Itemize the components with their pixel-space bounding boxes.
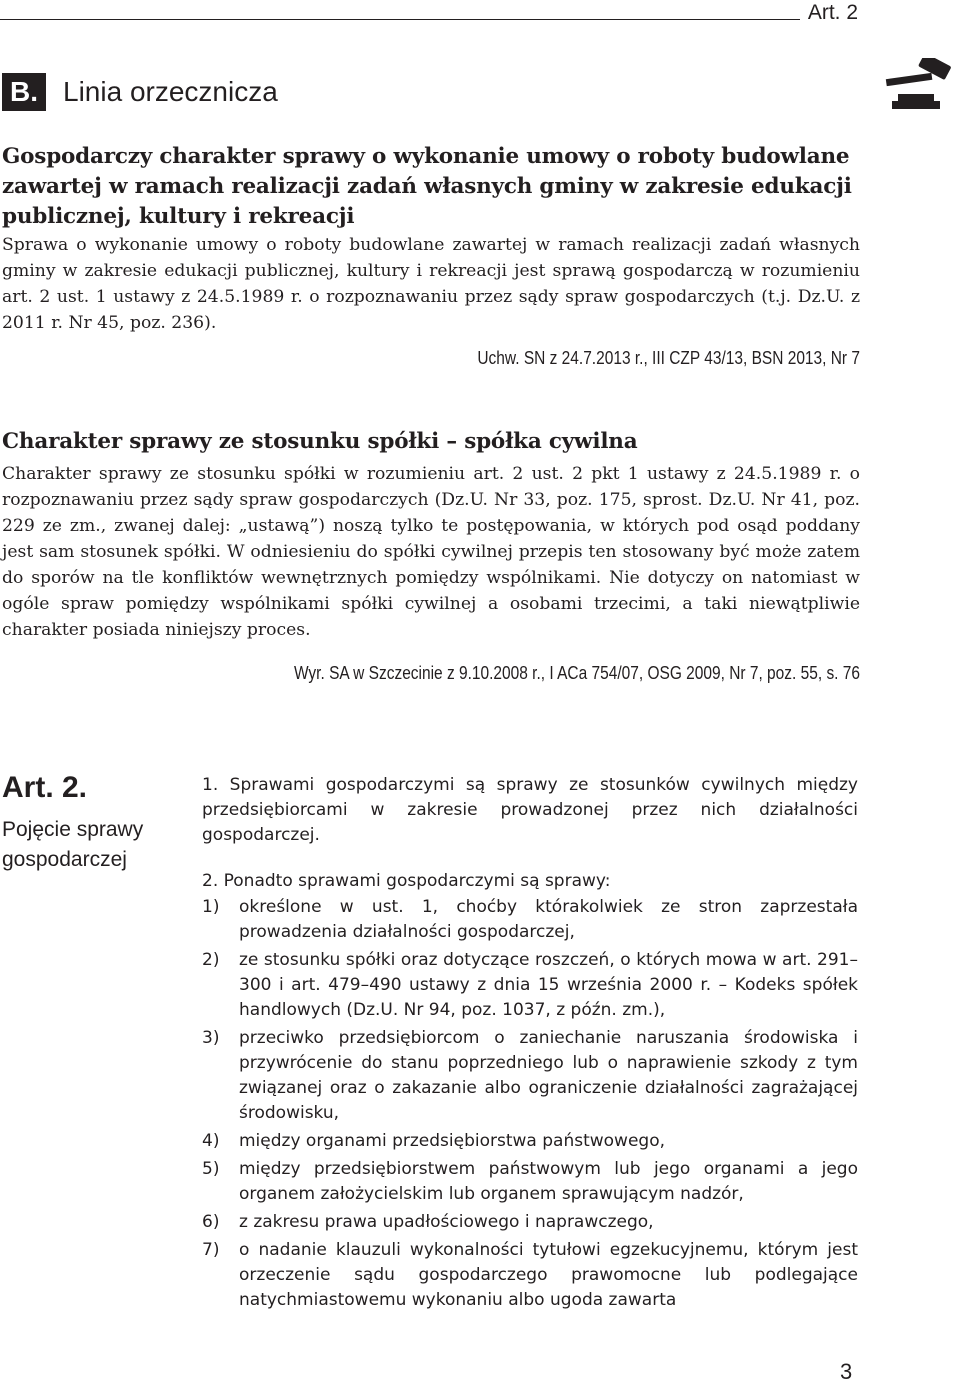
list-item: 6) z zakresu prawa upadłościowego i naprawczego,: [202, 1212, 654, 1232]
case-heading: Charakter sprawy ze stosunku spółki – spółka cywilna: [2, 429, 638, 454]
list-item: 5) między przedsiębiorstwem państwowym lub jego organami a jego organem założycielskim lub organem sprawującym nadzór,: [202, 1159, 858, 1204]
case-citation: Uchw. SN z 24.7.2013 r., III CZP 43/13, BSN 2013, Nr 7: [477, 348, 860, 368]
running-head: Art. 2: [807, 1, 858, 24]
list-item: 7) o nadanie klauzuli wykonalności tytułowi egzekucyjnemu, którym jest orzeczenie sądu gospodarczego prawomocne lub podlegające natychmiastowemu wykonaniu albo ugoda zawarta: [202, 1240, 858, 1310]
article-paragraph-1: 1. Sprawami gospodarczymi są sprawy ze stosunków cywilnych między przedsiębiorcami w zakresie prowadzonej przez nich działalności gospodarczej.: [202, 775, 858, 845]
case-citation: Wyr. SA w Szczecinie z 9.10.2008 r., I ACa 754/07, OSG 2009, Nr 7, poz. 55, s. 76: [293, 663, 860, 683]
list-item: 4) między organami przedsiębiorstwa państwowego,: [202, 1131, 666, 1151]
section-badge: B.: [2, 73, 46, 111]
page-number: 3: [840, 1359, 853, 1384]
article-paragraph-2: 2. Ponadto sprawami gospodarczymi są sprawy:: [202, 871, 611, 891]
list-item: 1) określone w ust. 1, choćby którakolwiek ze stron zaprzestała prowadzenia działalności gospodarczej,: [202, 897, 858, 942]
case-body: Sprawa o wykonanie umowy o roboty budowlane zawartej w ramach realizacji zadań własnych gminy w zakresie edukacji publicznej, kultury i rekreacji jest sprawą gospodarczą w rozumieniu art. 2 ust. 1 ustawy z 24.5.1989 r. o rozpoznawaniu przez sądy spraw gospodarczych (t.j. Dz.U. z 2011 r. Nr 45, poz. 236).: [2, 235, 860, 333]
article-title: Pojęcie sprawy gospodarczej: [2, 818, 144, 871]
list-item: 2) ze stosunku spółki oraz dotyczące roszczeń, o których mowa w art. 291–300 i art. 479–490 ustawy z dnia 15 września 2000 r. – Kodeks spółek handlowych (Dz.U. Nr 94, poz. 1037, z późn. zm.),: [202, 950, 858, 1020]
case-body: Charakter sprawy ze stosunku spółki w rozumieniu art. 2 ust. 2 pkt 1 ustawy z 24.5.1989 r. o rozpoznawaniu przez sądy spraw gospodarczych (Dz.U. Nr 33, poz. 175, sprost. Dz.U. Nr 41, poz. 229 ze zm., zwanej dalej: „ustawą”) noszą tylko te postępowania, w których pod osąd poddany jest sam stosunek spółki. W odniesieniu do spółki cywilnej przepis ten stosowany być może zatem do sporów na tle konfliktów wewnętrznych pomiędzy wspólnikami. Nie dotyczy on natomiast w ogóle spraw pomiędzy wspólnikami spółki cywilnej a osobami trzecimi, a taki niewątpliwie charakter posiada niniejszy proces.: [2, 464, 860, 640]
case-2: [2, 427, 860, 685]
gavel-icon: [876, 58, 960, 110]
section-title: Linia orzecznicza: [63, 76, 278, 107]
list-item: 3) przeciwko przedsiębiorcom o zaniechanie naruszania środowiska i przywrócenie do stanu poprzedniego lub o naprawienie szkody z tym związanej oraz o zakazanie albo ograniczenie działalności zagrażającej środowisku,: [202, 1028, 858, 1123]
article-number: Art. 2.: [2, 771, 88, 804]
header-rule: [0, 19, 800, 20]
article-list: [202, 895, 858, 1313]
article-body: [202, 773, 858, 1316]
case-1: [2, 142, 860, 370]
case-heading: Gospodarczy charakter sprawy o wykonanie umowy o roboty budowlane zawartej w ramach realizacji zadań własnych gminy w zakresie edukacji publicznej, kultury i rekreacji: [2, 144, 852, 229]
